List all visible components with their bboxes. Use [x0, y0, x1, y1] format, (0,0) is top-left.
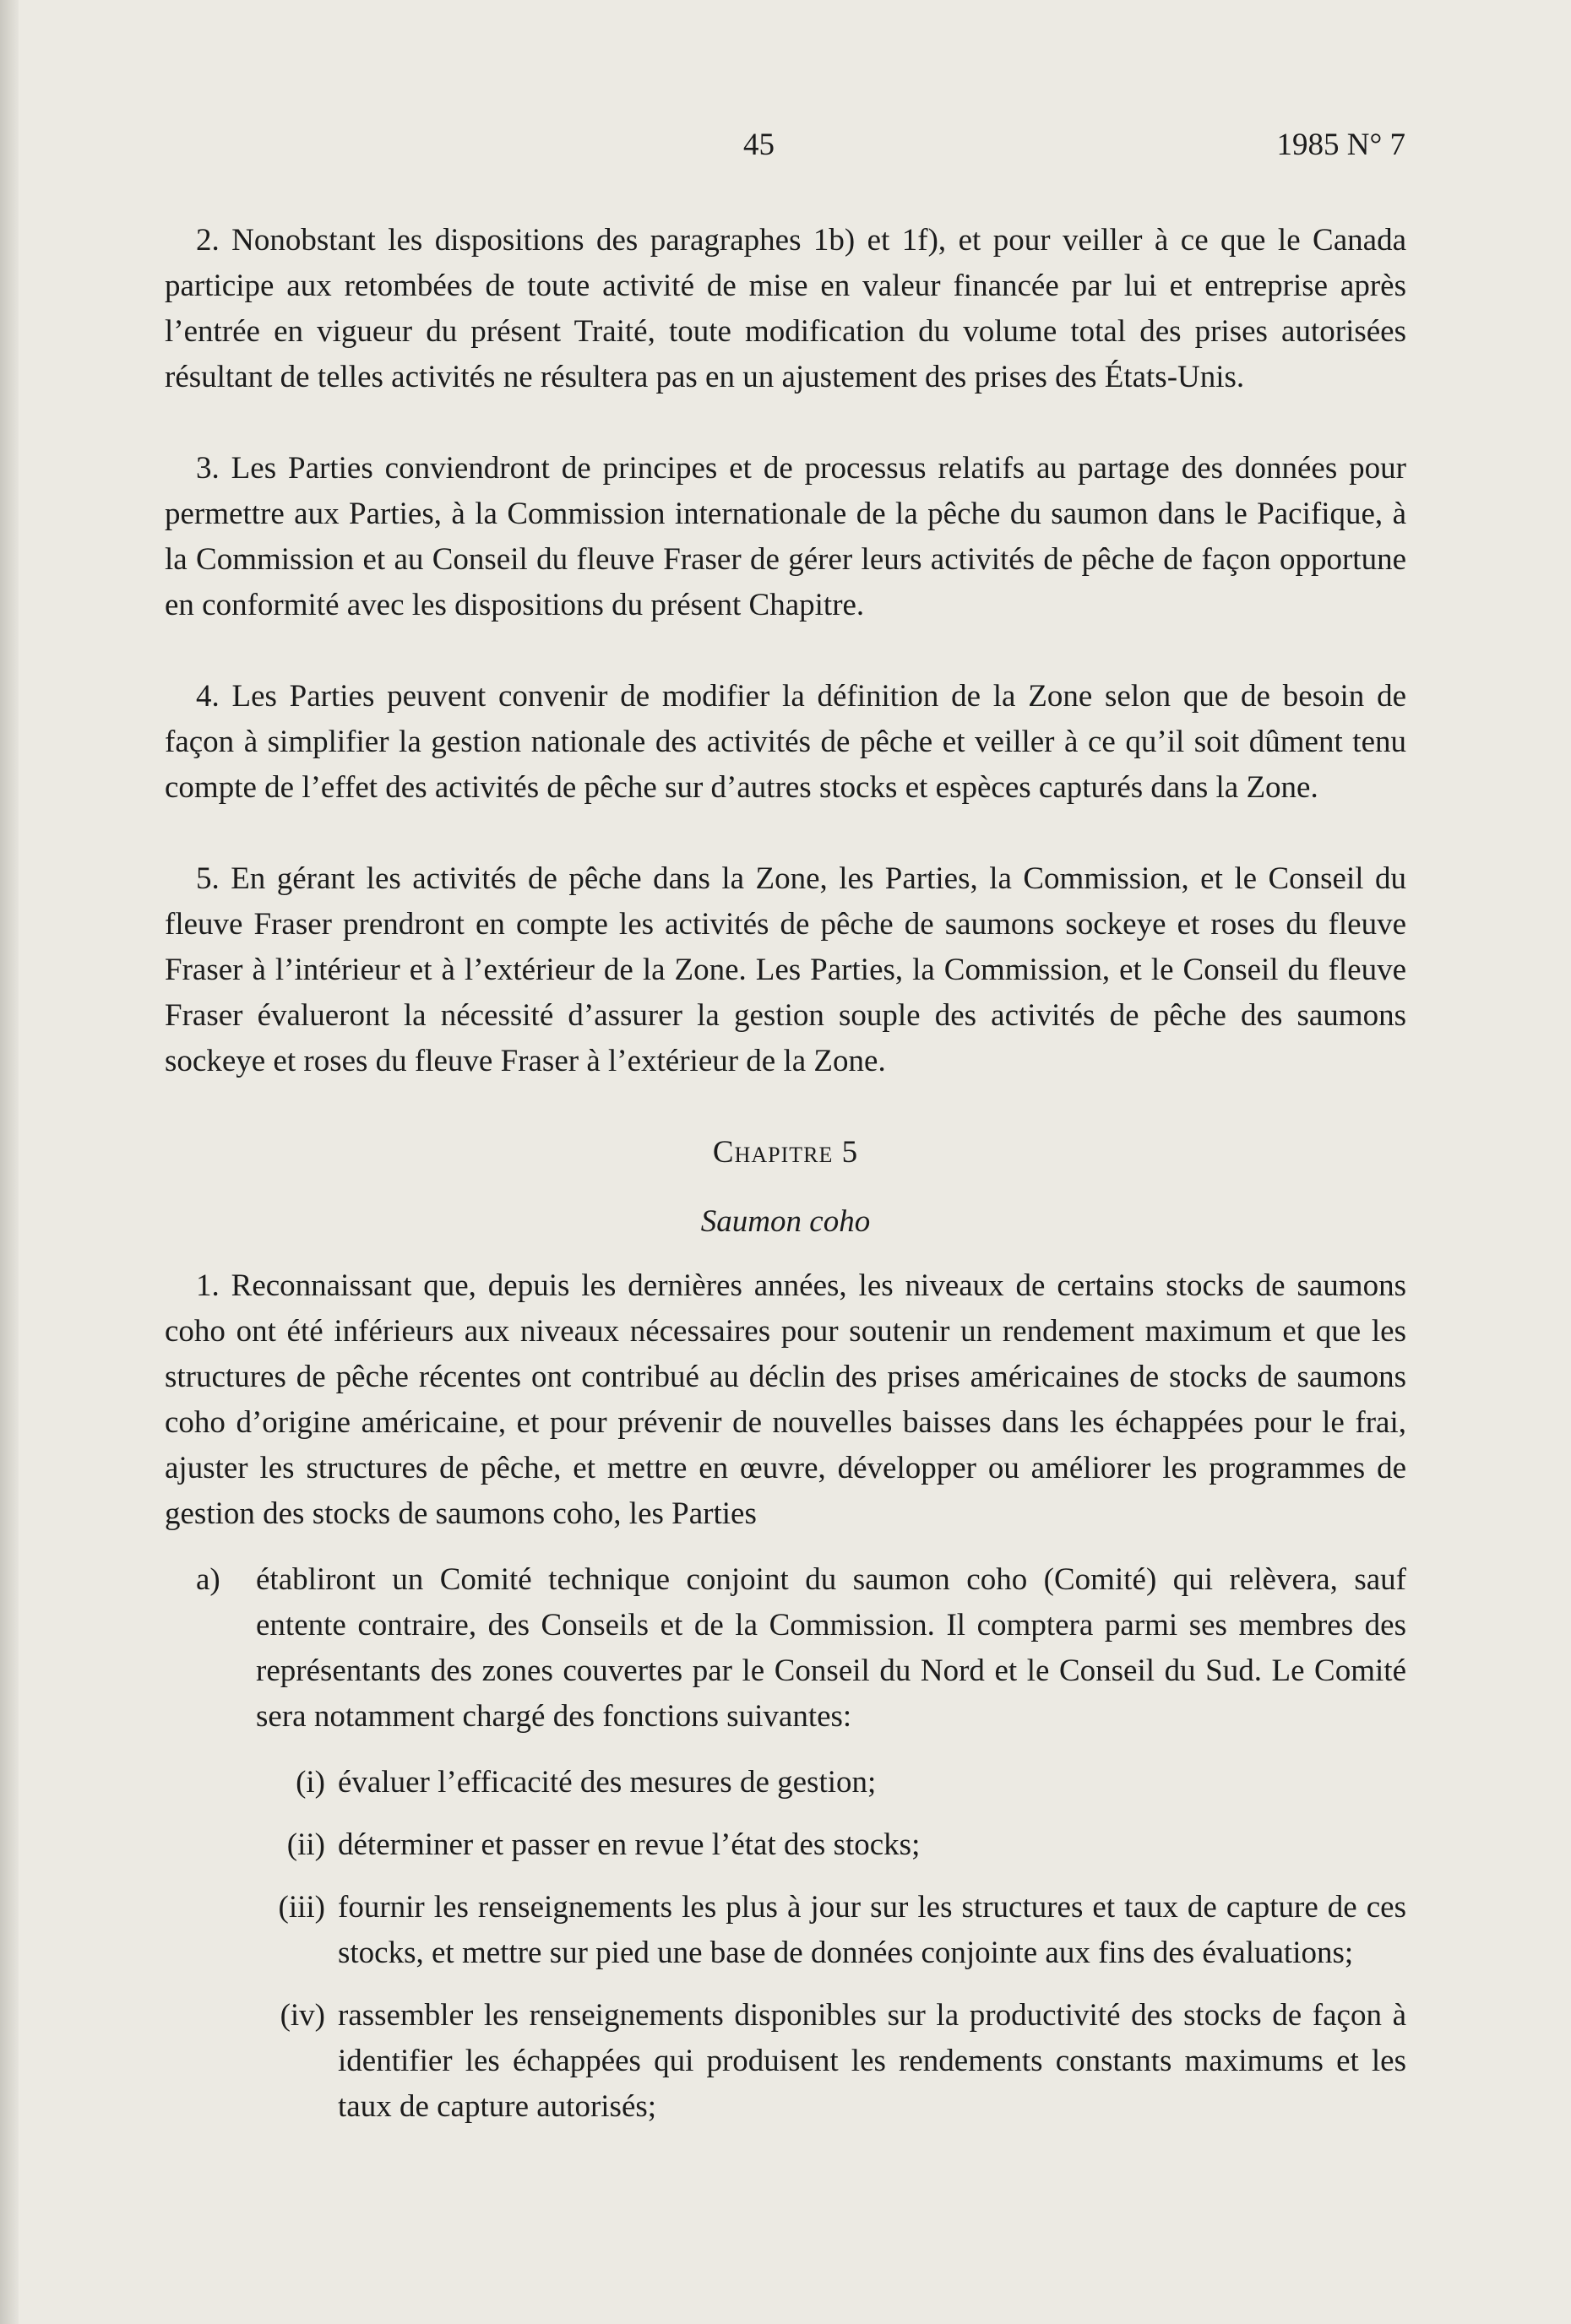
paragraph-5: 5. En gérant les activités de pêche dans la Zone, les Parties, la Commission, et le Conseil du fleuve Fraser prendront en compte les activités de pêche de saumons sockeye et roses du fleuve Fraser à l’intérieur et à l’extérieur de la Zone. Les Parties, la Commission, et le Conseil du fleuve Fraser évalueront la nécessité d’assurer la gestion souple des activités de pêche des saumons sockeye et roses du fleuve Fraser à l’extérieur de la Zone. [165, 861, 1406, 1078]
list-item-text: établiront un Comité technique conjoint du saumon coho (Comité) qui relèvera, sauf entente contraire, des Conseils et de la Commission. Il comptera parmi ses membres des représentants des zones couvertes par le Conseil du Nord et le Conseil du Sud. Le Comité sera notamment chargé des fonctions suivantes: [256, 1562, 1406, 1734]
sub-item-i [165, 1760, 1406, 1805]
sub-item-label: (iv) [280, 1998, 325, 2033]
year-issue-number: 1985 N° 7 [1276, 128, 1405, 162]
chapter-subtitle: Saumon coho [700, 1204, 871, 1239]
sub-item-label: (iii) [278, 1890, 325, 1925]
page-number: 45 [743, 128, 775, 162]
paragraph-2: 2. Nonobstant les dispositions des paragraphes 1b) et 1f), et pour veiller à ce que le Canada participe aux retombées de toute activité de mise en valeur financée par lui et entreprise après l’entrée en vigueur du présent Traité, toute modification du volume total des prises autorisées résultant de telles activités ne résultera pas en un ajustement des prises des États-Unis. [165, 223, 1406, 394]
paragraph-3: 3. Les Parties conviendront de principes et de processus relatifs au partage des données pour permettre aux Parties, à la Commission internationale de la pêche du saumon dans le Pacifique, à la Commission et au Conseil du fleuve Fraser de gérer leurs activités de pêche de façon opportune en conformité avec les dispositions du présent Chapitre. [165, 451, 1406, 622]
sub-item-iii [165, 1885, 1406, 1976]
chapter-title: Chapitre 5 [712, 1135, 859, 1170]
page-edge-shadow [0, 0, 19, 2324]
chapter-paragraph-1: 1. Reconnaissant que, depuis les dernières années, les niveaux de certains stocks de saumons coho ont été inférieurs aux niveaux nécessaires pour soutenir un rendement maximum et que les structures de pêche récentes ont contribué au déclin des prises américaines de stocks de saumons coho d’origine américaine, et pour prévenir de nouvelles baisses dans les échappées pour le frai, ajuster les structures de pêche, et mettre en œuvre, développer ou améliorer les programmes de gestion des stocks de saumons coho, les Parties [165, 1268, 1406, 1531]
sub-item-label: (i) [296, 1765, 325, 1800]
sub-item-label: (ii) [286, 1827, 325, 1862]
list-item-label: a) [196, 1562, 220, 1597]
page-header [0, 127, 1571, 169]
list-item-a [165, 1557, 1406, 1740]
document-body [165, 218, 1406, 2147]
sub-item-iv [165, 1993, 1406, 2130]
sub-item-ii [165, 1822, 1406, 1868]
paragraph-4: 4. Les Parties peuvent convenir de modifier la définition de la Zone selon que de besoin de façon à simplifier la gestion nationale des activités de pêche et veiller à ce qu’il soit dûment tenu compte de l’effet des activités de pêche sur d’autres stocks et espèces capturés dans la Zone. [165, 679, 1406, 805]
sub-item-text: déterminer et passer en revue l’état des stocks; [338, 1827, 921, 1862]
sub-item-text: évaluer l’efficacité des mesures de gestion; [338, 1765, 877, 1800]
sub-item-text: rassembler les renseignements disponibles sur la productivité des stocks de façon à identifier les échappées qui produisent les rendements constants maximums et les taux de capture autorisés; [338, 1998, 1406, 2124]
sub-item-text: fournir les renseignements les plus à jour sur les structures et taux de capture de ces stocks, et mettre sur pied une base de données conjointe aux fins des évaluations; [338, 1890, 1406, 1970]
